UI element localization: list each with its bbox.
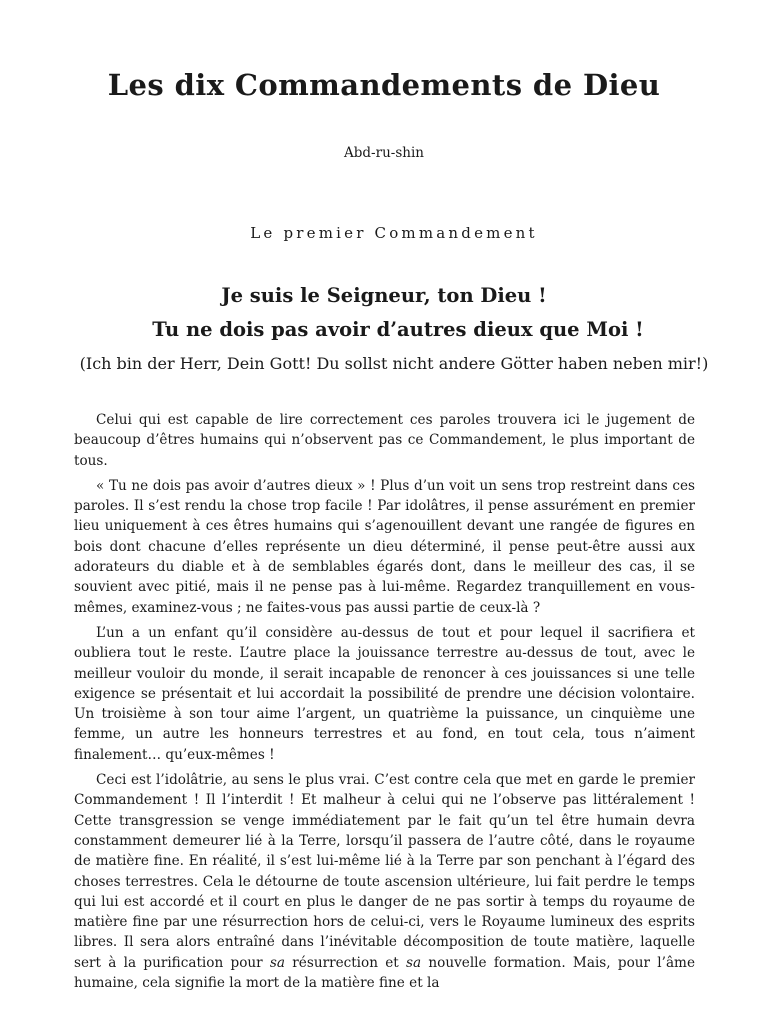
commandment-line-1: Je suis le Seigneur, ton Dieu ! (221, 284, 547, 307)
paragraph-4-emphasis-2: sa (406, 954, 422, 971)
paragraph-4-text-1: Ceci est l’idolâtrie, au sens le plus vrai. C’est contre cela que met en garde le premier Commandement ! Il l’interdit ! Et malheur à celui qui ne l’observe pas littéralement ! Cette transgression se venge immédiatement par le fait qu’un tel être humain devra constamment demeurer lié à la Terre, lorsqu’il passera de l’autre côté, dans le royaume de matière fine. En réalité, il s’est lui-même lié à la Terre par son penchant à l’égard des choses terrestres. Cela le détourne de toute ascension ultérieure, lui fait perdre le temps qui lui est accordé et il court en plus le danger de ne pas sortir à temps du royaume de matière fine par une résurrection hors de celui-ci, vers le Royaume lumineux des esprits libres. Il sera alors entraîné dans l’inévitable décomposition de toute matière, laquelle sert à la purification pour (74, 772, 695, 971)
paragraph-4-text-3: nouvelle formation. Mais, pour l’âme humaine, cela signifie la mort de la matière fine et la (74, 954, 695, 992)
author-name: Abd-ru-shin (344, 145, 424, 161)
german-translation: (Ich bin der Herr, Dein Gott! Du sollst nicht andere Götter haben neben mir!) (79, 354, 709, 373)
paragraph-4-text-2: résurrection et (285, 954, 407, 971)
section-heading: Le premier Commandement (250, 224, 538, 242)
document-title: Les dix Commandements de Dieu (107, 68, 661, 102)
commandment-line-2: Tu ne dois pas avoir d’autres dieux que Moi ! (152, 318, 644, 341)
paragraph-4 (74, 770, 695, 993)
paragraph-4-emphasis-1: sa (269, 954, 286, 971)
paragraph-2: « Tu ne dois pas avoir d’autres dieux » ! Plus d’un voit un sens trop restreint dans ces paroles. Il s’est rendu la chose trop facile ! Par idolâtres, il pense assurément en premier lieu uniquement à ces êtres humains qui s’agenouillent devant une rangée de figures en bois dont chacune d’elles représente un dieu déterminé, il pense peut-être aussi aux adorateurs du diable et à de semblables égarés dont, dans le meilleur des cas, il se souvient avec pitié, mais il ne pense pas à lui-même. Regardez tranquillement en vous-mêmes, examinez-vous ; ne faites-vous pas aussi partie de ceux-là ? (74, 477, 695, 616)
paragraph-3: L’un a un enfant qu’il considère au-dessus de tout et pour lequel il sacrifiera et oubliera tout le reste. L’autre place la jouissance terrestre au-dessus de tout, avec le meilleur vouloir du monde, il serait incapable de renoncer à ces jouissances si une telle exigence se présentait et lui accordait la possibilité de prendre une décision volontaire. Un troisième à son tour aime l’argent, un quatrième la puissance, un cinquième une femme, un autre les honneurs terrestres et au fond, en tout cela, tous n’aiment finalement… qu’eux-mêmes ! (74, 624, 695, 763)
paragraph-1: Celui qui est capable de lire correctement ces paroles trouvera ici le jugement de beaucoup d’êtres humains qui n’observent pas ce Commandement, le plus important de tous. (74, 412, 695, 469)
body-text (74, 410, 695, 998)
